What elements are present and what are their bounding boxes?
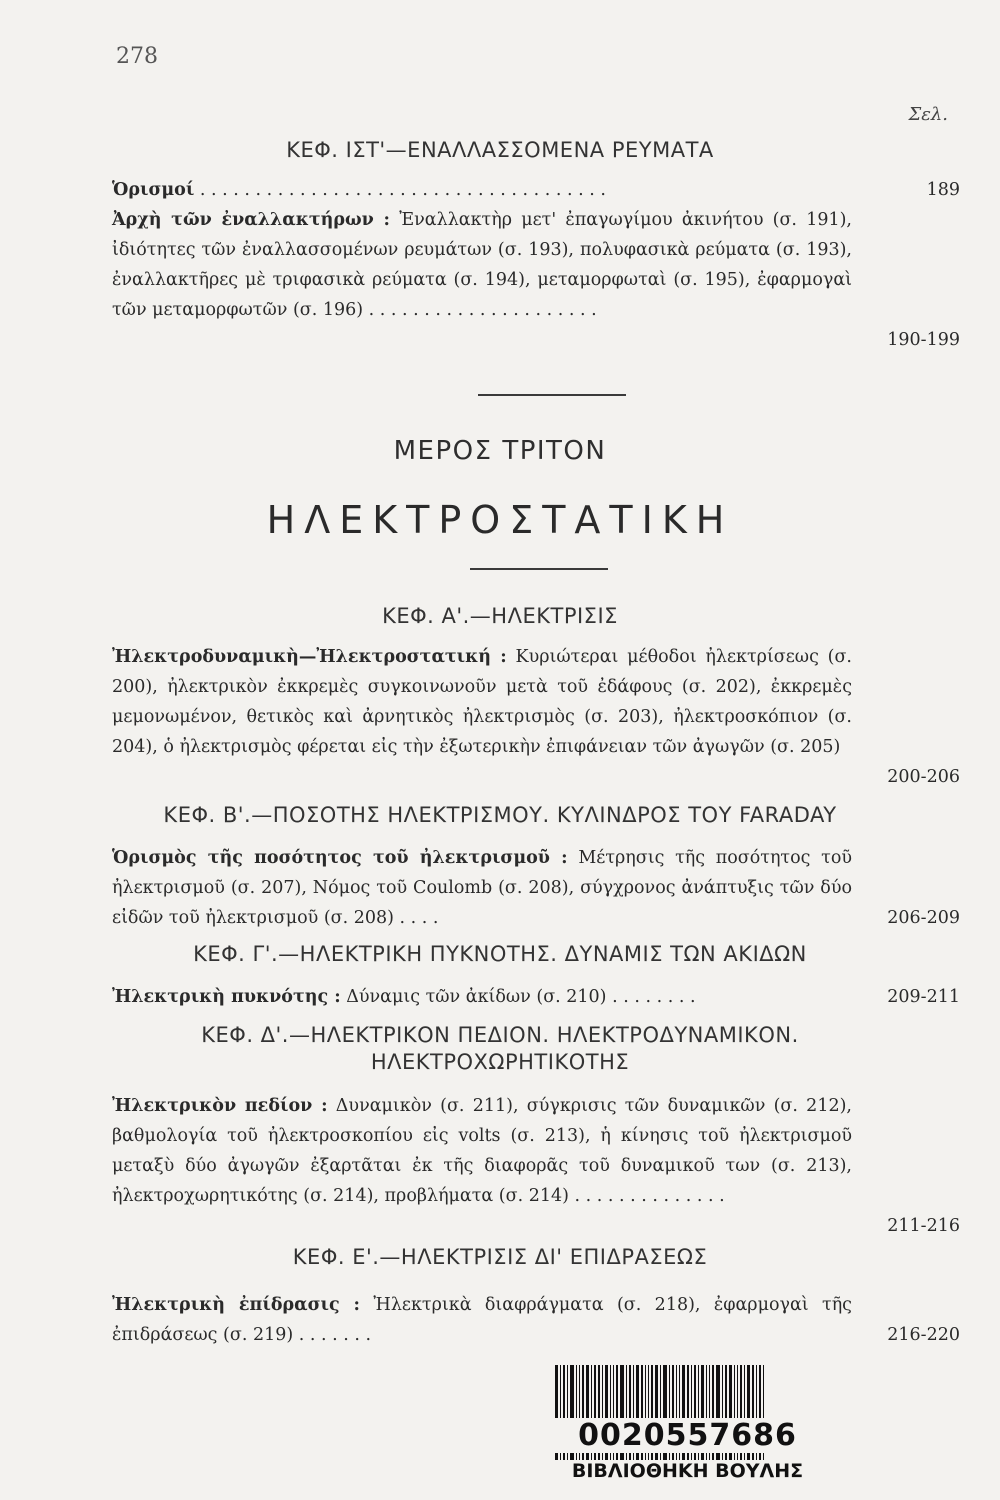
chapter-heading-e: ΚΕΦ. Ε'.—ΗΛΕΚΤΡΙΣΙΣ ΔΙ' ΕΠΙΔΡΑΣΕΩΣ bbox=[292, 1245, 708, 1269]
chapter-heading-ist: ΚΕΦ. ΙΣΤ'—ΕΝΑΛΛΑΣΣΟΜΕΝΑ ΡΕΥΜΑΤΑ bbox=[286, 138, 714, 162]
entry-term: Ὁρισμὸς τῆς ποσότητος τοῦ ἠλεκτρισμοῦ : bbox=[112, 848, 568, 868]
entry-pages: 190-199 bbox=[887, 330, 960, 350]
index-entry-definitions bbox=[112, 175, 852, 205]
chapter-heading-d-line2: ΗΛΕΚΤΡΟΧΩΡΗΤΙΚΟΤΗΣ bbox=[370, 1050, 630, 1074]
chapter-heading-b: ΚΕΦ. Β'.—ΠΟΣΟΤΗΣ ΗΛΕΚΤΡΙΣΜΟΥ. ΚΥΛΙΝΔΡΟΣ ΤΟΥ FARADAY bbox=[163, 803, 837, 827]
page-column-header: Σελ. bbox=[908, 104, 948, 125]
entry-text: Ἐναλλακτὴρ μετ' ἐπαγωγίμου ἀκινήτου (σ. 191), ἰδιότητες τῶν ἐναλλασσομένων ρευμάτων (σ. 193), πολυφασικὰ ρεύματα (σ. 193), ἐναλλακτῆρες μὲ τριφασικὰ ρεύματα (σ. 194), μεταμορφωταὶ (σ. 195), ἐφαρμογαὶ τῶν μεταμορφωτῶν (σ. 196) bbox=[112, 210, 852, 320]
index-entry-induction bbox=[112, 1290, 852, 1350]
chapter-heading-a: ΚΕΦ. Α'.—ΗΛΕΚΤΡΙΣΙΣ bbox=[382, 604, 618, 628]
entry-text: Ἠλεκτρικὰ διαφράγματα (σ. 218), ἐφαρμογαὶ τῆς ἐπιδράσεως (σ. 219) bbox=[112, 1295, 852, 1345]
entry-text: Μέτρησις τῆς ποσότητος τοῦ ἠλεκτρισμοῦ (σ. 207), Νόμος τοῦ Coulomb (σ. 208), σύγχρονος ἀνάπτυξις τῶν δύο εἰδῶν τοῦ ἠλεκτρισμοῦ (σ. 208) bbox=[112, 848, 852, 928]
entry-term: Ἠλεκτρικὴ ἐπίδρασις : bbox=[112, 1295, 360, 1315]
index-entry-density bbox=[112, 982, 852, 1012]
leader-dots: . . . . bbox=[399, 908, 439, 928]
entry-pages: 211-216 bbox=[887, 1216, 960, 1236]
part-title: ΗΛΕΚΤΡΟΣΤΑΤΙΚΗ bbox=[266, 498, 734, 542]
part-label: ΜΕΡΟΣ ΤΡΙΤΟΝ bbox=[393, 436, 607, 466]
entry-term: Ἀρχὴ τῶν ἐναλλακτήρων : bbox=[112, 210, 391, 230]
entry-pages: 209-211 bbox=[887, 987, 960, 1007]
entry-pages: 189 bbox=[926, 180, 960, 200]
index-entry-alternators bbox=[112, 205, 852, 325]
entry-pages: 200-206 bbox=[887, 767, 960, 787]
leader-dots: . . . . . . . . bbox=[612, 987, 696, 1007]
entry-term: Ἠλεκτροδυναμικὴ—Ἠλεκτροστατική : bbox=[112, 647, 507, 667]
barcode-number: 0020557686 bbox=[555, 1418, 820, 1453]
entry-term: Ὁρισμοί bbox=[112, 180, 195, 200]
divider bbox=[478, 394, 626, 396]
leader-dots: . . . . . . . . . . . . . . bbox=[574, 1186, 725, 1206]
chapter-heading-c: ΚΕΦ. Γ'.—ΗΛΕΚΤΡΙΚΗ ΠΥΚΝΟΤΗΣ. ΔΥΝΑΜΙΣ ΤΩΝ ΑΚΙΔΩΝ bbox=[193, 942, 807, 966]
divider bbox=[470, 568, 608, 570]
entry-pages: 216-220 bbox=[887, 1325, 960, 1345]
library-stamp: ΒΙΒΛΙΟΘΗΚΗ ΒΟΥΛΗΣ bbox=[571, 1460, 804, 1482]
chapter-heading-d: ΚΕΦ. Δ'.—ΗΛΕΚΤΡΙΚΟΝ ΠΕΔΙΟΝ. ΗΛΕΚΤΡΟΔΥΝΑΜΙΚΟΝ. bbox=[201, 1023, 799, 1047]
leader-dots: . . . . . . . bbox=[298, 1325, 372, 1345]
entry-pages: 206-209 bbox=[887, 908, 960, 928]
leader-dots: . . . . . . . . . . . . . . . . . . . . . bbox=[368, 300, 597, 320]
index-entry-electrodynamics bbox=[112, 642, 852, 762]
index-entry-field bbox=[112, 1091, 852, 1211]
entry-text: Δυναμικὸν (σ. 211), σύγκρισις τῶν δυναμικῶν (σ. 212), βαθμολογία τοῦ ἠλεκτροσκοπίου εἰς volts (σ. 213), ἡ κίνησις τοῦ ἠλεκτρισμοῦ μεταξὺ δύο ἀγωγῶν ἐξαρτᾶται ἐκ τῆς διαφορᾶς τοῦ δυναμικοῦ των (σ. 213), ἠλεκτροχωρητικότης (σ. 214), προβλήματα (σ. 214) bbox=[112, 1096, 852, 1206]
entry-text: Κυριώτεραι μέθοδοι ἠλεκτρίσεως (σ. 200), ἠλεκτρικὸν ἐκκρεμὲς συγκοινωνοῦν μετὰ τοῦ ἐδάφους (σ. 202), ἐκκρεμὲς μεμονωμένον, θετικὸς καὶ ἀρνητικὸς ἠλεκτρισμὸς (σ. 203), ἠλεκτροσκόπιον (σ. 204), ὁ ἠλεκτρισμὸς φέρεται εἰς τὴν ἐξωτερικὴν ἐπιφάνειαν τῶν ἀγωγῶν (σ. 205) bbox=[112, 647, 852, 757]
page-number: 278 bbox=[116, 44, 158, 69]
entry-term: Ἠλεκτρικὸν πεδίον : bbox=[112, 1096, 328, 1116]
entry-term: Ἠλεκτρικὴ πυκνότης : bbox=[112, 987, 341, 1007]
leader-dots: . . . . . . . . . . . . . . . . . . . . . . . . . . . . . . . . . . . . . bbox=[199, 180, 606, 200]
entry-text: Δύναμις τῶν ἀκίδων (σ. 210) bbox=[346, 987, 607, 1007]
index-entry-quantity bbox=[112, 843, 852, 933]
